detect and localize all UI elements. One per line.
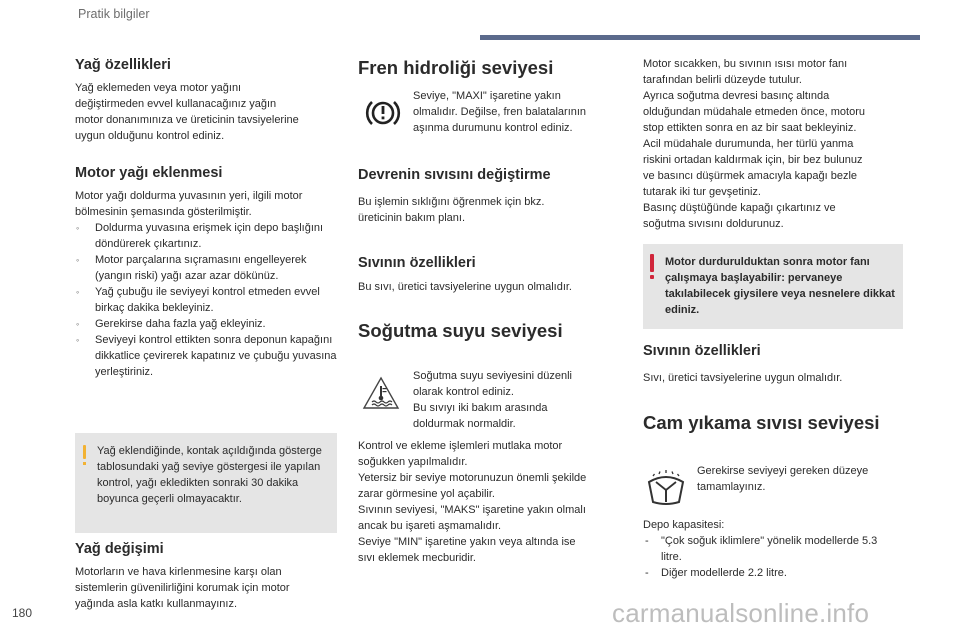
list-item: - "Çok soğuk iklimlere" yönelik modellerde 5.3 litre. — [645, 535, 878, 563]
fluid-props-text-2: Sıvı, üretici tavsiyelerine uygun olmalıdır. — [643, 372, 843, 384]
info-note — [75, 433, 337, 533]
bullet-icon: ◦ — [76, 287, 80, 297]
fluid-props-text: Bu sıvı, üretici tavsiyelerine uygun olmalıdır. — [358, 281, 572, 293]
list-item: ◦ Motor parçalarına sıçramasını engelleyerek (yangın riski) yağı azar azar dökünüz. — [76, 254, 307, 282]
capacity-list — [643, 533, 898, 581]
section-header: Pratik bilgiler — [78, 7, 150, 21]
exclamation-icon — [650, 254, 654, 272]
oil-add-steps — [75, 220, 340, 380]
washer-title: Cam yıkama sıvısı seviyesi — [643, 412, 880, 433]
bullet-icon: ◦ — [76, 255, 80, 265]
list-item: ◦ Seviyeyi kontrol ettikten sonra deponun kapağını dikkatlice çevirerek kapatınız ve çubuğu yuvasına yerleştiriniz. — [76, 334, 337, 378]
brake-fluid-title: Fren hidroliği seviyesi — [358, 57, 554, 78]
list-item: ◦ Gerekirse daha fazla yağ ekleyiniz. — [76, 318, 266, 330]
oil-change-title: Yağ değişimi — [75, 541, 164, 557]
oil-props-title: Yağ özellikleri — [75, 57, 171, 73]
list-item: ◦ Doldurma yuvasına erişmek için depo başlığını döndürerek çıkartınız. — [76, 222, 324, 250]
oil-props-text: Yağ eklemeden veya motor yağını değiştirmeden evvel kullanacağınız yağın motor donanımınıza ve üreticinin tavsiyelerine uygun olduğunu kontrol ediniz. — [75, 82, 299, 142]
list-item: - Diğer modellerde 2.2 litre. — [645, 567, 787, 579]
fluid-props-title: Sıvının özellikleri — [358, 255, 476, 271]
bullet-icon: ◦ — [76, 319, 80, 329]
fluid-props-title-2: Sıvının özellikleri — [643, 343, 761, 359]
warning-note — [643, 244, 903, 329]
washer-fluid-icon — [645, 468, 687, 508]
bullet-icon: ◦ — [76, 335, 80, 345]
brake-warning-icon — [363, 96, 403, 130]
coolant-text: Kontrol ve ekleme işlemleri mutlaka motor soğukken yapılmalıdır. Yetersiz bir seviye motorunuzun önemli şekilde zarar görmesine yol açabilir. Sıvının seviyesi, "MAKS" işaretine yakın olmalı ancak bu işareti aşmamalıdır. Seviye "MIN" işaretine yakın veya altında ise sıvı eklemek mecburidir. — [358, 440, 587, 564]
oil-add-title: Motor yağı eklenmesi — [75, 165, 223, 181]
watermark: carmanualsonline.info — [612, 598, 870, 628]
coolant-title: Soğutma suyu seviyesi — [358, 320, 563, 341]
oil-add-text: Motor yağı doldurma yuvasının yeri, ilgili motor bölmesinin şemasında gösterilmiştir. — [75, 190, 303, 218]
oil-change-text: Motorların ve hava kirlenmesine karşı olan sistemlerin güvenilirliğini korumak için motor yağında asla katkı kullanmayınız. — [75, 566, 290, 610]
hot-engine-text: Motor sıcakken, bu sıvının ısısı motor fanı tarafından belirli düzeyde tutulur. Ayrıca soğutma devresi basınç altında olduğundan müdahale etmeden önce, motoru stop ettikten sonra en az bir saat bekleyiniz. Acil müdahale durumunda, her türlü yanma riskini ortadan kaldırmak için, bir bez bulunuz ve basıncı düşürmek amacıyla kapağı bezle tutarak iki tur gevşetiniz. Basınç düştüğünde kapağı çıkartınız ve soğutma sıvısını doldurunuz. — [643, 58, 865, 230]
warning-note-text: Motor durdurulduktan sonra motor fanı çalışmaya başlayabilir: pervaneye takılabilecek giysilere veya nesnelere dikkat ediniz. — [665, 256, 895, 316]
circuit-change-title: Devrenin sıvısını değiştirme — [358, 167, 551, 183]
header-rule — [480, 35, 920, 40]
bullet-icon: ◦ — [76, 223, 80, 233]
brake-icon-text: Seviye, "MAXI" işaretine yakın olmalıdır. Değilse, fren balatalarının aşınma durumunu kontrol ediniz. — [413, 90, 587, 134]
washer-icon-text: Gerekirse seviyeyi gereken düzeye tamamlayınız. — [697, 465, 869, 493]
capacity-label: Depo kapasitesi: — [643, 519, 725, 531]
info-note-text: Yağ eklendiğinde, kontak açıldığında gösterge tablosundaki yağ seviye göstergesi ile yapılan kontrol, yağı ekledikten sonraki 30 dakika boyunca geçerli olmayacaktır. — [97, 445, 322, 505]
page-number: 180 — [12, 606, 33, 620]
coolant-icon-text: Soğutma suyu seviyesini düzenli olarak kontrol ediniz. Bu sıvıyı iki bakım arasında doldurmak normaldir. — [413, 370, 572, 430]
list-item: ◦ Yağ çubuğu ile seviyeyi kontrol etmeden evvel birkaç dakika bekleyiniz. — [76, 286, 320, 314]
info-icon — [83, 445, 86, 459]
coolant-warning-icon — [362, 375, 400, 411]
circuit-change-text: Bu işlemin sıklığını öğrenmek için bkz. üreticinin bakım planı. — [358, 196, 545, 224]
